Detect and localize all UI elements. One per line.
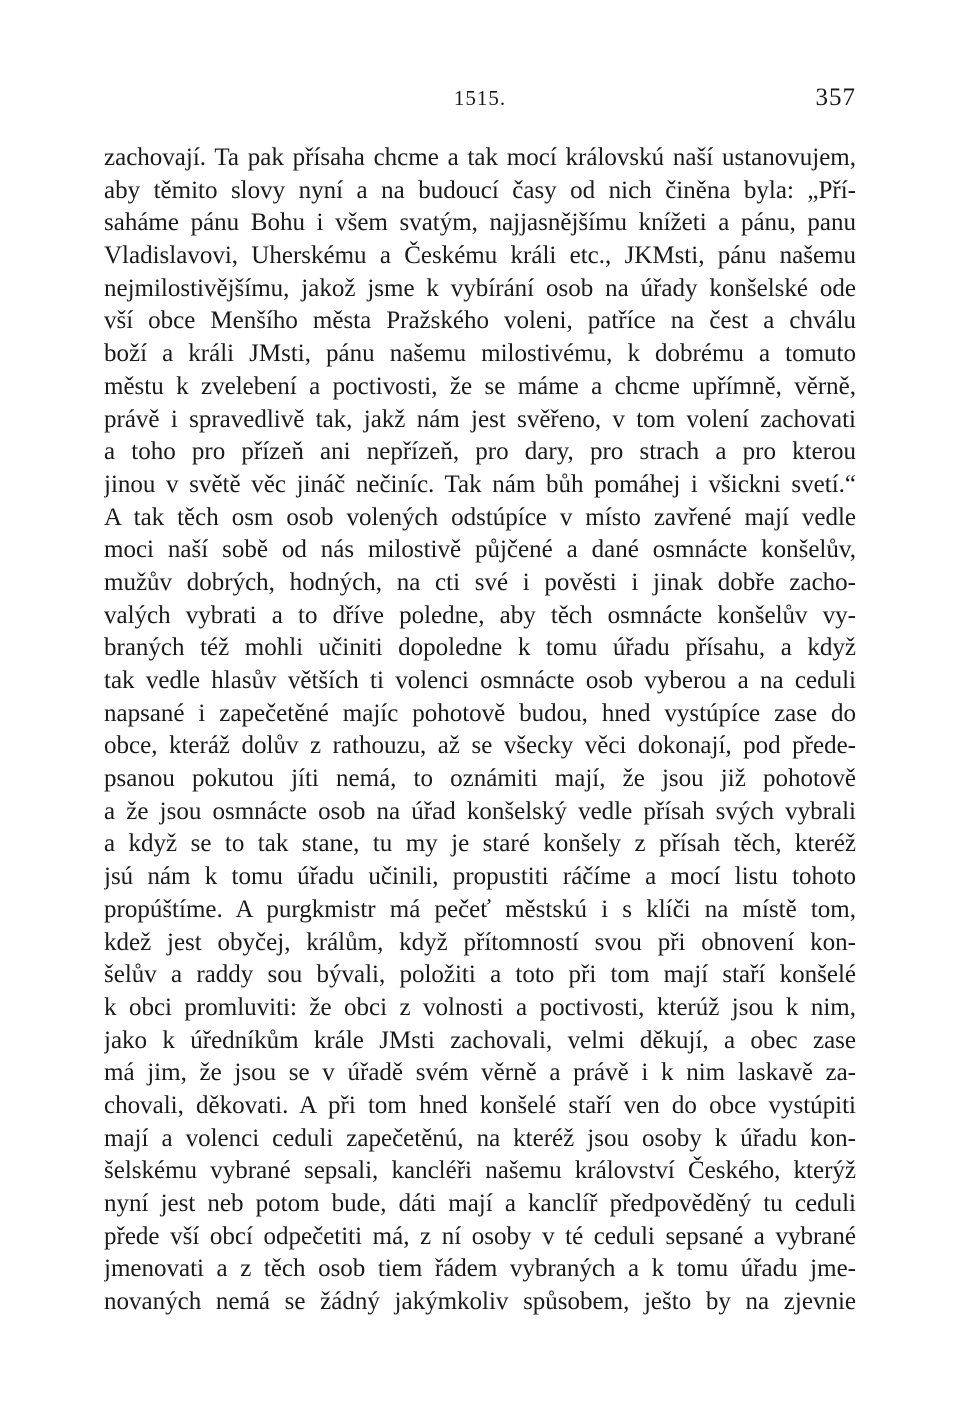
text-line: braných též mohli učiniti dopoledne k tomu úřadu přísahu, a když: [104, 634, 856, 662]
text-line: napsané i zapečetěné majíc pohotově budou, hned vystúpíce zase do: [104, 699, 856, 727]
text-line: kdež jest obyčej, králům, když přítomností svou při obnovení kon-: [104, 928, 856, 956]
text-line: novaných nemá se žádný jakýmkoliv spůsobem, ješto by na zjevnie: [104, 1288, 856, 1316]
text-line: propúštíme. A purgkmistr má pečeť městskú i s klíči na místě tom,: [104, 895, 856, 923]
text-line: zachovají. Ta pak přísaha chcme a tak mocí královskú naší ustanovujem,: [104, 144, 856, 171]
text-line: jsú nám k tomu úřadu učinili, propustiti ráčíme a mocí listu tohoto: [104, 863, 856, 891]
running-head-year: 1515.: [453, 86, 507, 110]
text-line: valých vybrati a to dříve poledne, aby těch osmnácte konšelův vy-: [104, 601, 856, 629]
body-text: [104, 142, 856, 1319]
text-line: přede vší obcí odpečetiti má, z ní osoby v té ceduli sepsané a vybrané: [104, 1222, 856, 1250]
text-line: a toho pro přízeň ani nepřízeň, pro dary, pro strach a pro kterou: [104, 438, 856, 466]
running-head: [104, 86, 856, 116]
text-line: aby těmito slovy nyní a na budoucí časy od nich činěna byla: „Pří-: [104, 176, 856, 204]
text-line: boží a králi JMsti, pánu našemu milostivému, k dobrému a tomuto: [104, 340, 856, 368]
text-line: městu k zvelebení a poctivosti, že se máme a chcme upřímně, věrně,: [104, 372, 856, 400]
text-line: nyní jest neb potom bude, dáti mají a kanclíř předpověděný tu ceduli: [104, 1190, 856, 1217]
text-line: jinou v světě věc jináč nečiníc. Tak nám bůh pomáhej i všickni svetí.“: [104, 470, 856, 498]
text-line: mužův dobrých, hodných, na cti své i pověsti i jinak dobře zacho-: [104, 568, 856, 596]
text-line: jako k úředníkům krále JMsti zachovali, velmi děkují, a obec zase: [104, 1026, 856, 1054]
text-line: a když se to tak stane, tu my je staré konšely z přísah těch, kteréž: [104, 830, 856, 858]
text-line: tak vedle hlasův větších ti volenci osmnácte osob vyberou a na ceduli: [104, 667, 856, 694]
text-line: šelův a raddy sou bývali, položiti a toto při tom mají staří konšelé: [104, 961, 856, 989]
text-line: má jim, že jsou se v úřadě svém věrně a právě i k nim laskavě za-: [104, 1059, 856, 1087]
text-line: a že jsou osmnácte osob na úřad konšelský vedle přísah svých vybrali: [104, 797, 856, 825]
text-line: psanou pokutou jíti nemá, to oznámiti mají, že jsou již pohotově: [104, 765, 856, 793]
text-line: šelskému vybrané sepsali, kancléři našemu království Českého, kterýž: [104, 1157, 856, 1185]
text-line: jmenovati a z těch osob tiem řádem vybraných a k tomu úřadu jme-: [104, 1255, 856, 1283]
text-line: právě i spravedlivě tak, jakž nám jest svěřeno, v tom volení zachovati: [104, 405, 856, 433]
text-line: vší obce Menšího města Pražského voleni, patříce na čest a chválu: [104, 307, 856, 335]
text-line: mají a volenci ceduli zapečetěnú, na kteréž jsou osoby k úřadu kon-: [104, 1124, 856, 1152]
text-line: chovali, děkovati. A při tom hned konšelé staří ven do obce vystúpiti: [104, 1091, 856, 1119]
text-line: Vladislavovi, Uherskému a Českému králi etc., JKMsti, pánu našemu: [104, 242, 856, 270]
text-line: k obci promluviti: že obci z volnosti a poctivosti, kterúž jsou k nim,: [104, 993, 856, 1021]
page-number: 357: [815, 84, 856, 111]
text-line: saháme pánu Bohu i všem svatým, najjasnějšímu knížeti a pánu, panu: [104, 209, 856, 237]
text-line: nejmilostivějšímu, jakož jsme k vybírání osob na úřady konšelské ode: [104, 274, 856, 302]
text-line: A tak těch osm osob volených odstúpíce v místo zavřené mají vedle: [104, 503, 856, 531]
text-line: moci naší sobě od nás milostivě půjčené a dané osmnácte konšelův,: [104, 536, 856, 564]
text-line: obce, kteráž dolův z rathouzu, až se všecky věci dokonají, pod přede-: [104, 732, 856, 760]
